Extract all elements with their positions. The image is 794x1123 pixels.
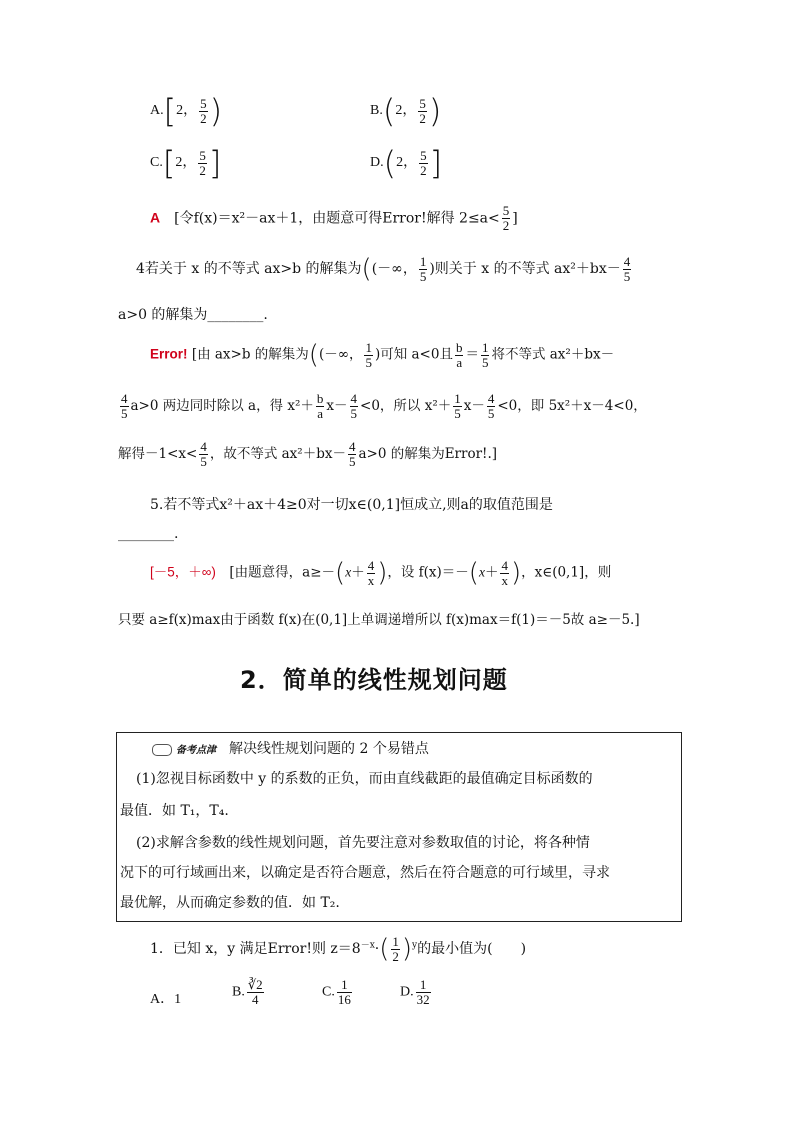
fraction: $\frac{1}{32}$ — [416, 977, 430, 1007]
fraction: $\frac{5}{2}$ — [419, 95, 426, 126]
fraction: $\frac{5}{2}$ — [502, 203, 510, 233]
fraction: $\frac{4}{5}$ — [121, 391, 128, 421]
tip-badge-icon — [152, 744, 172, 756]
tip-p2c: 最优解，从而确定参数的值．如 T₂. — [120, 895, 340, 911]
fraction: $\frac{4}{5}$ — [623, 253, 631, 284]
fraction: $\frac{4}{5}$ — [200, 439, 207, 469]
answer-3: A [令f(x)＝x²－ax＋1，由题意可得Error!解得 2≤a< $\frac{5}{2}$ ] — [150, 203, 518, 233]
section-title: 2．简单的线性规划问题 — [240, 666, 508, 694]
question-4-line2: a>0 的解集为________. — [118, 307, 268, 323]
question-4-line1: 4若关于 x 的不等式 ax>b 的解集为((－∞， $\frac{1}{5}$ )则关于 x 的不等式 ax²＋bx－ $\frac{4}{5}$ — [136, 253, 631, 284]
tip-p1b: 最值．如 T₁，T₄. — [120, 803, 229, 819]
fraction: $\frac{5}{2}$ — [420, 147, 427, 178]
answer-4-line3: 解得－1<x< $\frac{4}{5}$ ，故不等式 ax²＋bx－ $\frac{4}{5}$ a>0 的解集为Error!.] — [118, 439, 498, 469]
question-5-blank: ________. — [118, 526, 179, 542]
fraction: $\frac{1}{16}$ — [337, 977, 351, 1007]
fraction: $\frac{1}{5}$ — [454, 391, 461, 421]
fraction: $\frac{1}{5}$ — [365, 339, 372, 370]
option-b[interactable]: B.(2， $\frac{5}{2}$ ) — [370, 92, 442, 130]
fraction: $\frac{1}{5}$ — [419, 253, 427, 284]
answer-4-line1: Error! [由 ax>b 的解集为((－∞， $\frac{1}{5}$ )可知 a<0且 $\frac{b}{a}$ ＝ $\frac{1}{5}$ 将不等式 ax²＋bx－ — [150, 339, 615, 370]
q1-option-d[interactable]: D. $\frac{1}{32}$ — [400, 977, 430, 1007]
fraction: $\frac{1}{5}$ — [481, 339, 489, 370]
fraction: $\frac{b}{a}$ — [455, 339, 463, 370]
fraction: $\frac{5}{2}$ — [199, 147, 206, 178]
question-1: 1．已知 x，y 满足Error!则 $z=8^{-x}\cdot$( $\frac{1}{2}$ )$^y$的最小值为( ) — [150, 933, 527, 964]
fraction: $\frac{5}{2}$ — [200, 95, 207, 126]
q1-option-c[interactable]: C. $\frac{1}{16}$ — [322, 977, 351, 1007]
fraction: $\frac{4}{5}$ — [487, 391, 495, 421]
tip-p2: (2)求解含参数的线性规划问题，首先要注意对参数取值的讨论，将各种情 — [136, 835, 590, 851]
question-5: 5.若不等式x²＋ax＋4≥0对一切x∈(0,1]恒成立,则a的取值范围是 — [150, 497, 553, 513]
option-a[interactable]: A.[2， $\frac{5}{2}$ ) — [150, 92, 223, 130]
fraction: $\frac{∛2}{4}$ — [247, 977, 263, 1007]
q1-option-b[interactable]: B. $\frac{∛2}{4}$ — [232, 977, 263, 1007]
fraction: $\frac{4}{5}$ — [348, 439, 356, 469]
tip-p1: (1)忽视目标函数中 y 的系数的正负，而由直线截距的最值确定目标函数的 — [136, 771, 593, 787]
answer-5-line1: [－5，＋∞) [由题意得，a≥－(x＋ $\frac{4}{x}$ )，设 f(x)＝－(x＋ $\frac{4}{x}$ )，x∈(0,1]，则 — [150, 557, 612, 588]
answer-4-line2: $\frac{4}{5}$ a>0 两边同时除以 a，得 x²＋ $\frac{b}{a}$ x－ $\frac{4}{5}$ <0，所以 x²＋ $\frac{1}{5}$ x－ $\frac{4}{5}$ <0，即 5x²＋x－4<0， — [121, 391, 647, 421]
option-d[interactable]: D.(2， $\frac{5}{2}$ ] — [370, 144, 443, 182]
tip-box-header: 备考点津 解决线性规划问题的 2 个易错点 — [152, 738, 429, 758]
fraction: $\frac{4}{x}$ — [501, 557, 508, 588]
answer-5-line2: 只要 a≥f(x)max由于函数 f(x)在(0,1]上单调递增所以 f(x)max＝f(1)＝－5故 a≥－5.] — [118, 612, 640, 628]
tip-p2b: 况下的可行域画出来，以确定是否符合题意，然后在符合题意的可行域里，寻求 — [120, 865, 610, 881]
q1-option-a[interactable]: A．1 — [150, 992, 182, 1007]
fraction: $\frac{4}{x}$ — [367, 557, 375, 588]
option-c[interactable]: C.[2， $\frac{5}{2}$ ] — [150, 144, 222, 182]
fraction: $\frac{4}{5}$ — [350, 391, 358, 421]
fraction: $\frac{b}{a}$ — [316, 391, 324, 421]
fraction: $\frac{1}{2}$ — [392, 933, 399, 964]
